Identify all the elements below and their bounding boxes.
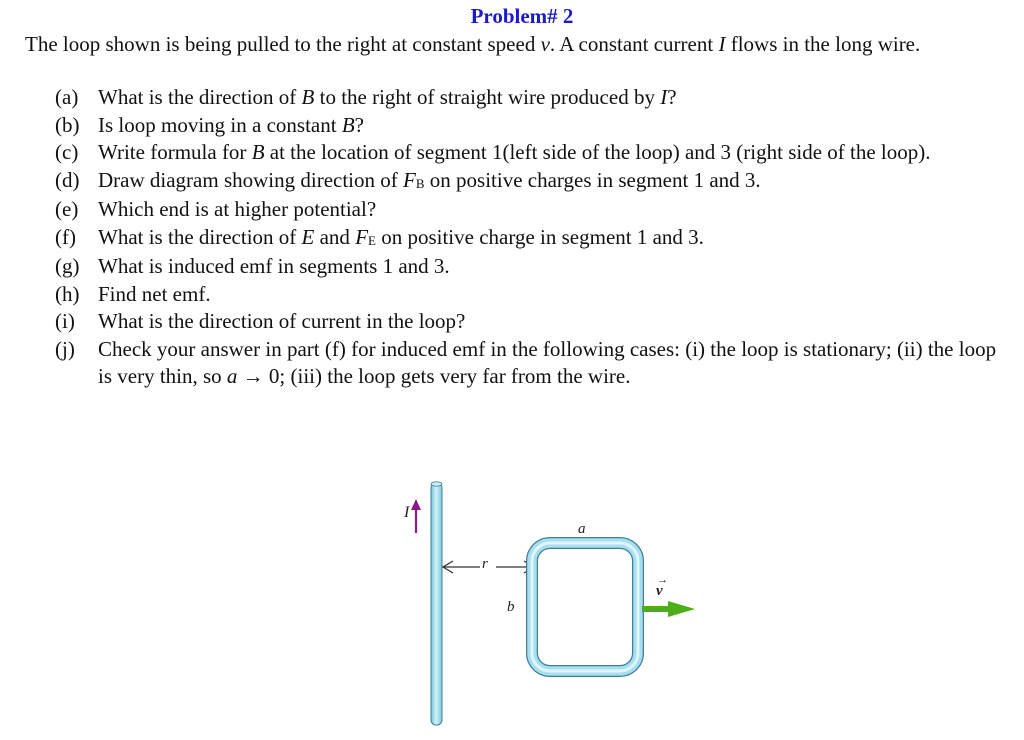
velocity-label: → v — [656, 574, 668, 599]
conducting-loop — [532, 543, 638, 671]
loop-wire-diagram — [380, 470, 710, 735]
problem-intro: The loop shown is being pulled to the right at constant speed v. A constant current I flows in the long wire. — [25, 32, 921, 56]
long-wire — [431, 482, 442, 725]
var-v: v — [540, 32, 550, 56]
question-d: (d) Draw diagram showing direction of $F_B$ on positive charges in segment 1 and 3. — [55, 167, 761, 192]
var-I: I — [718, 32, 726, 56]
distance-arrow-icon — [443, 561, 534, 573]
diagram-graphic — [380, 470, 710, 735]
question-list — [55, 84, 1010, 391]
problem-title: Problem# 2 — [470, 4, 574, 28]
question-a: (a) What is the direction of B to the right of straight wire produced by I? — [55, 85, 677, 109]
question-g: (g) What is induced emf in segments 1 and 3. — [55, 254, 450, 278]
question-f: (f) What is the direction of E and $F_E$ on positive charge in segment 1 and 3. — [55, 224, 704, 249]
loop-height-label: b — [507, 599, 515, 615]
question-b: (b) Is loop moving in a constant B? — [55, 112, 364, 137]
question-h: (h) Find net emf. — [55, 281, 211, 306]
loop-width-label: a — [578, 521, 586, 537]
question-j: (j) Check your answer in part (f) for induced emf in the following cases: (i) the loop is stationary; (ii) the loop is very thin, so a → 0; (iii) the loop gets very far from the wire. — [55, 336, 997, 388]
velocity-arrow-icon — [642, 601, 695, 617]
current-label: I — [404, 504, 410, 521]
question-i: (i) What is the direction of current in the loop? — [55, 309, 466, 333]
question-c: (c) Write formula for B at the location of segment 1(left side of the loop) and 3 (right side of the loop). — [55, 140, 931, 164]
question-e: (e) Which end is at higher potential? — [55, 197, 377, 221]
current-arrow-icon — [411, 499, 421, 533]
distance-label: r — [482, 556, 488, 572]
